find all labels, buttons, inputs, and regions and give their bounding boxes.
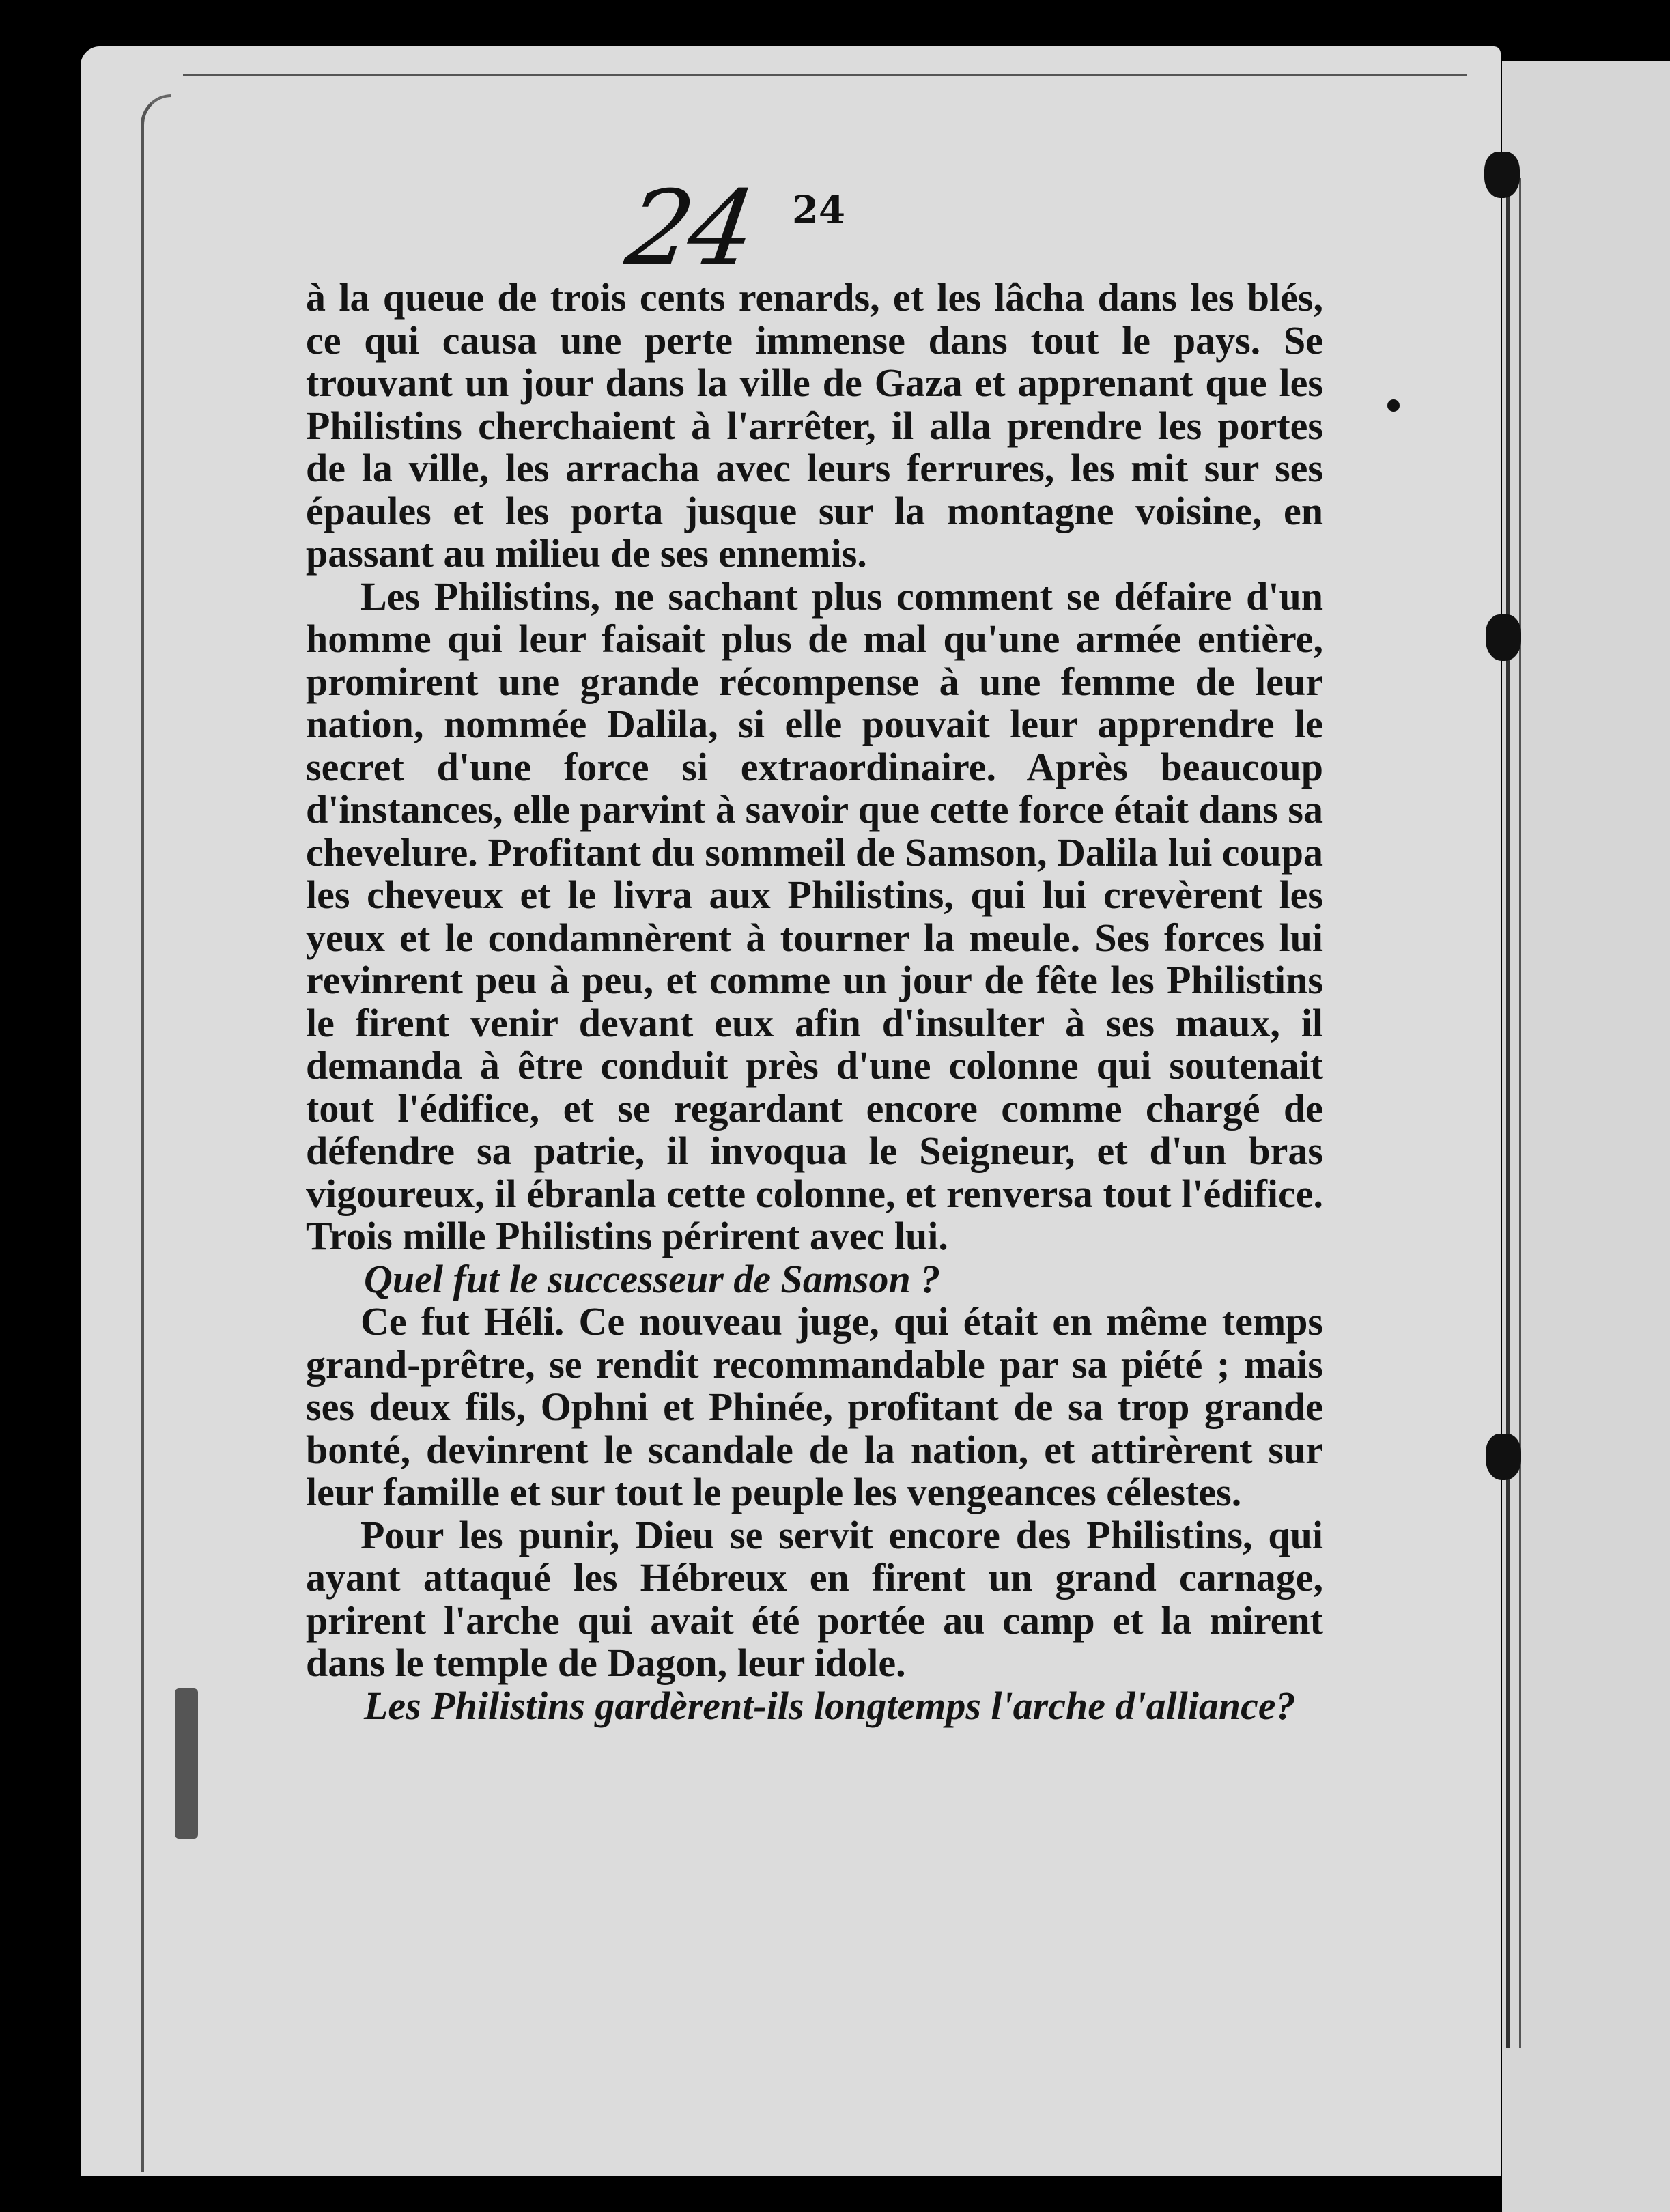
printed-page-number: 24	[792, 188, 845, 233]
page-text	[306, 276, 1323, 1727]
binding-stitch-middle	[1486, 614, 1521, 661]
body-paragraph: Ce fut Héli. Ce nouveau juge, qui était en même temps grand-prêtre, se rendit recommandable par sa piété ; mais ses deux fils, Ophni et Phinée, profitant de sa trop grande bonté, devinrent le scandale de la nation, et attirèrent sur leur famille et sur tout le peuple les vengeances célestes.	[306, 1299, 1323, 1514]
body-paragraph: à la queue de trois cents renards, et les lâcha dans les blés, ce qui causa une perte immense dans tout le pays. Se trouvant un jour dans la ville de Gaza et apprenant que les Philistins cherchaient à l'arrêter, il alla prendre les portes de la ville, les arracha avec leurs ferrures, les mit sur ses épaules et les porta jusque sur la montagne voisine, en passant au milieu de ses ennemis.	[306, 275, 1323, 576]
body-paragraph: Pour les punir, Dieu se servit encore des Philistins, qui ayant attaqué les Hébreux en firent un grand carnage, prirent l'arche qui avait été portée au camp et la mirent dans le temple de Dagon, leur idole.	[306, 1512, 1323, 1685]
question-paragraph: Quel fut le successeur de Samson ?	[364, 1256, 941, 1301]
body-paragraph: Les Philistins, ne sachant plus comment se défaire d'un homme qui leur faisait plus de mal qu'une armée entière, promirent une grande récompense à une femme de leur nation, nommée Dalila, si elle pouvait leur apprendre le secret d'une force si extraordinaire. Après beaucoup d'instances, elle parvint à savoir que cette force était dans sa chevelure. Profitant du sommeil de Samson, Dalila lui coupa les cheveux et le livra aux Philistins, qui lui crevèrent les yeux et le condamnèrent à tourner la meule. Ses forces lui revinrent peu à peu, et comme un jour de fête les Philistins le firent venir devant eux afin d'insulter à ses maux, il demanda à être conduit près d'une colonne qui soutenait tout l'édifice, et se regardant encore comme chargé de défendre sa patrie, il invoqua le Seigneur, et d'un bras vigoureux, il ébranla cette colonne, et renversa tout l'édifice. Trois mille Philistins périrent avec lui.	[306, 573, 1323, 1258]
question-paragraph: Les Philistins gardèrent-ils longtemps l'arche d'alliance?	[364, 1683, 1296, 1728]
binding-tab	[175, 1688, 198, 1839]
ink-dot	[1387, 399, 1400, 412]
binding-thread	[1506, 178, 1521, 2048]
binding-stitch-top	[1484, 152, 1520, 198]
handwritten-page-number: 24	[619, 169, 759, 288]
page-frame-left	[141, 94, 171, 2172]
binding-stitch-bottom	[1486, 1434, 1521, 1480]
adjacent-page-edge	[1502, 61, 1670, 2212]
page-frame-top	[183, 74, 1467, 76]
